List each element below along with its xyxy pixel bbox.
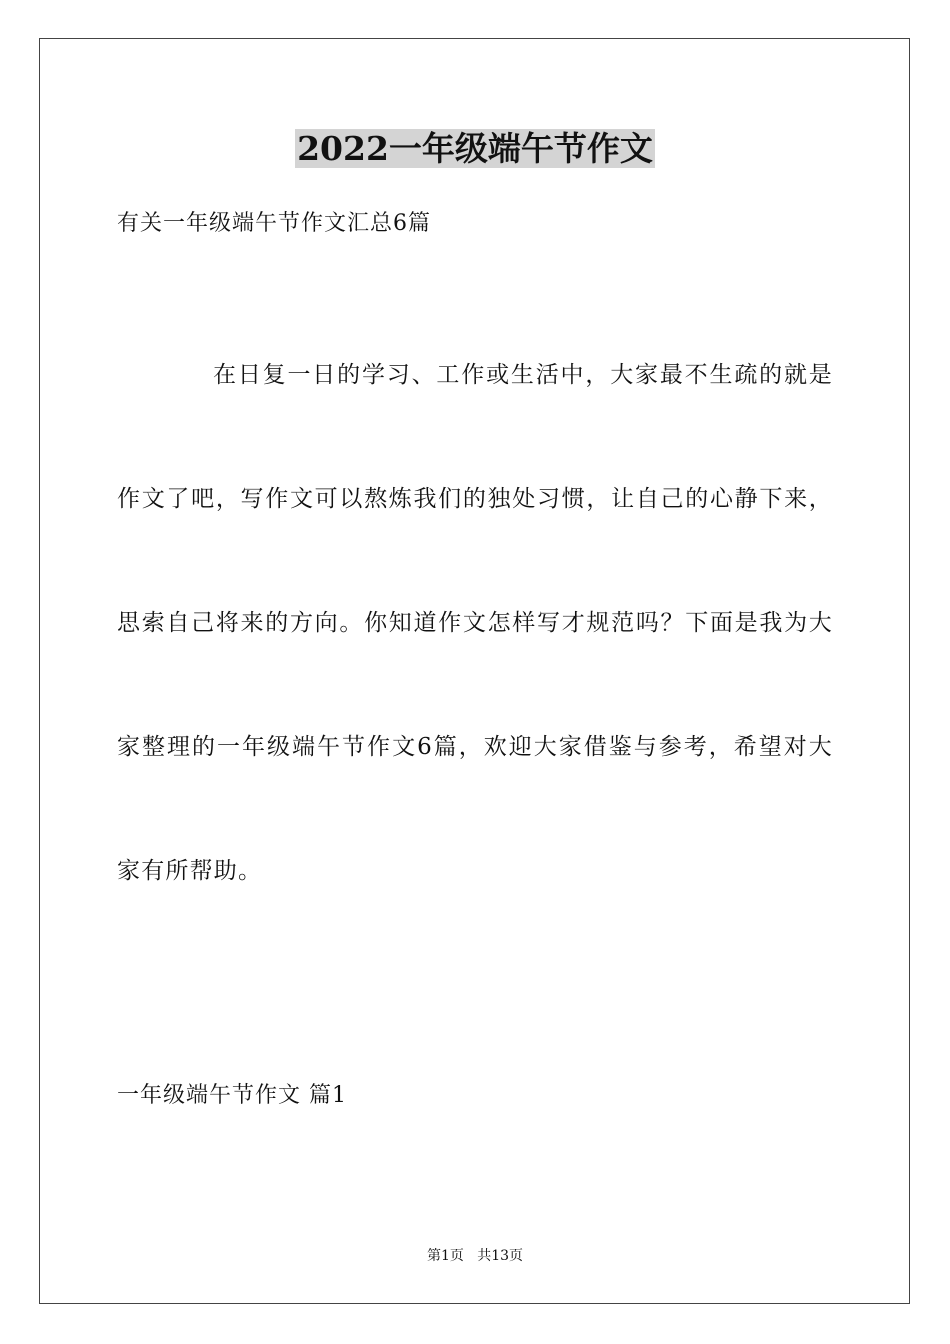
document-subtitle: 有关一年级端午节作文汇总6篇 (117, 211, 431, 236)
intro-paragraph: 在日复一日的学习、工作或生活中，大家最不生疏的就是作文了吧，写作文可以熬炼我们的独处习惯，让自己的心静下来，思索自己将来的方向。你知道作文怎样写才规范吗？下面是我为大家整理的一年级端午节作文6篇，欢迎大家借鉴与参考，希望对大家有所帮助。 (117, 362, 833, 884)
document-title (0, 128, 950, 170)
section-heading: 一年级端午节作文 篇1 (117, 1083, 347, 1108)
document-title-text: 2022一年级端午节作文 (297, 129, 653, 168)
page-footer: 第1页 共13页 (426, 1248, 524, 1264)
